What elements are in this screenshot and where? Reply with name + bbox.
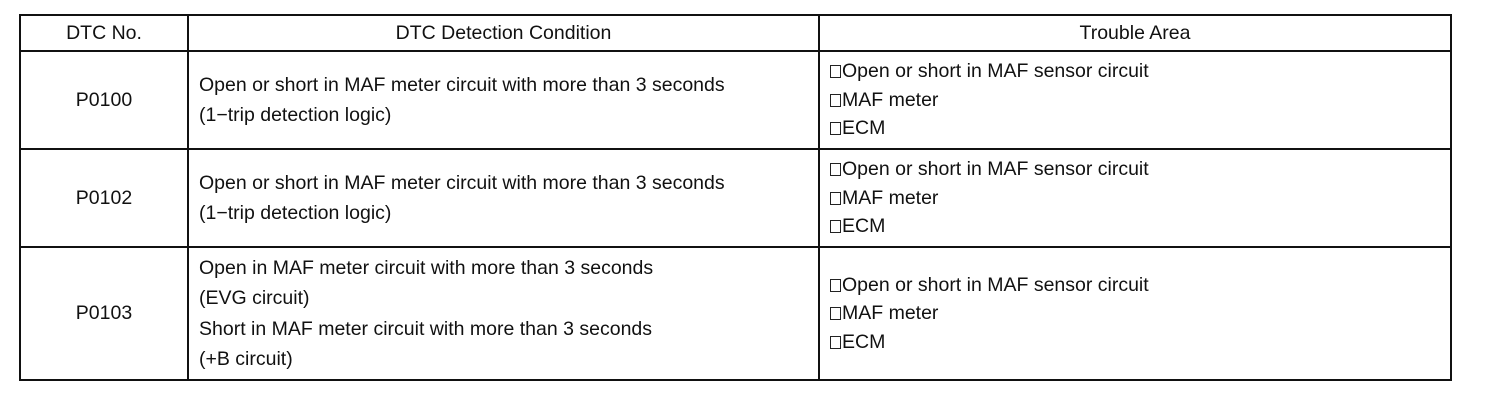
trouble-area-label: ECM — [842, 330, 886, 353]
trouble-area-label: ECM — [842, 117, 886, 140]
detection-condition — [188, 149, 819, 247]
trouble-area-item — [830, 184, 1450, 212]
dtc-code: P0103 — [20, 247, 188, 380]
checkbox-square-icon — [830, 65, 841, 78]
condition-line: (EVG circuit) — [199, 287, 310, 310]
checkbox-square-icon — [830, 307, 841, 320]
dtc-code: P0100 — [20, 51, 188, 149]
condition-line: (+B circuit) — [199, 347, 293, 370]
condition-line: Short in MAF meter circuit with more than 3 seconds — [199, 317, 653, 340]
checkbox-square-icon — [830, 94, 841, 107]
detection-condition — [188, 51, 819, 149]
trouble-area-item — [830, 114, 1450, 142]
trouble-area-item — [830, 86, 1450, 114]
trouble-area-label: Open or short in MAF sensor circuit — [842, 60, 1149, 83]
checkbox-square-icon — [830, 336, 841, 349]
table-row — [20, 149, 1451, 247]
checkbox-square-icon — [830, 192, 841, 205]
checkbox-square-icon — [830, 279, 841, 292]
header-dtc-no: DTC No. — [20, 15, 188, 51]
dtc-code: P0102 — [20, 149, 188, 247]
detection-condition — [188, 247, 819, 380]
trouble-area-label: MAF meter — [842, 302, 939, 325]
table-row — [20, 51, 1451, 149]
trouble-area-item — [830, 155, 1450, 183]
header-detection-condition: DTC Detection Condition — [188, 15, 819, 51]
dtc-table — [19, 14, 1452, 381]
checkbox-square-icon — [830, 220, 841, 233]
condition-line: Open or short in MAF meter circuit with more than 3 seconds — [199, 171, 725, 194]
trouble-area-label: Open or short in MAF sensor circuit — [842, 273, 1149, 296]
trouble-area — [819, 51, 1451, 149]
trouble-area-label: MAF meter — [842, 88, 939, 111]
checkbox-square-icon — [830, 122, 841, 135]
trouble-area-label: MAF meter — [842, 186, 939, 209]
trouble-area-item — [830, 57, 1450, 85]
trouble-area-item — [830, 271, 1450, 299]
header-trouble-area: Trouble Area — [819, 15, 1451, 51]
condition-line: Open in MAF meter circuit with more than 3 seconds — [199, 256, 654, 279]
trouble-area-item — [830, 328, 1450, 356]
trouble-area — [819, 247, 1451, 380]
trouble-area-item — [830, 299, 1450, 327]
trouble-area-label: Open or short in MAF sensor circuit — [842, 158, 1149, 181]
trouble-area-label: ECM — [842, 215, 886, 238]
condition-line: Open or short in MAF meter circuit with more than 3 seconds — [199, 73, 725, 96]
trouble-area — [819, 149, 1451, 247]
table-header-row — [20, 15, 1451, 51]
condition-line: (1−trip detection logic) — [199, 104, 392, 126]
trouble-area-item — [830, 212, 1450, 240]
table-row — [20, 247, 1451, 380]
condition-line: (1−trip detection logic) — [199, 202, 392, 224]
checkbox-square-icon — [830, 163, 841, 176]
